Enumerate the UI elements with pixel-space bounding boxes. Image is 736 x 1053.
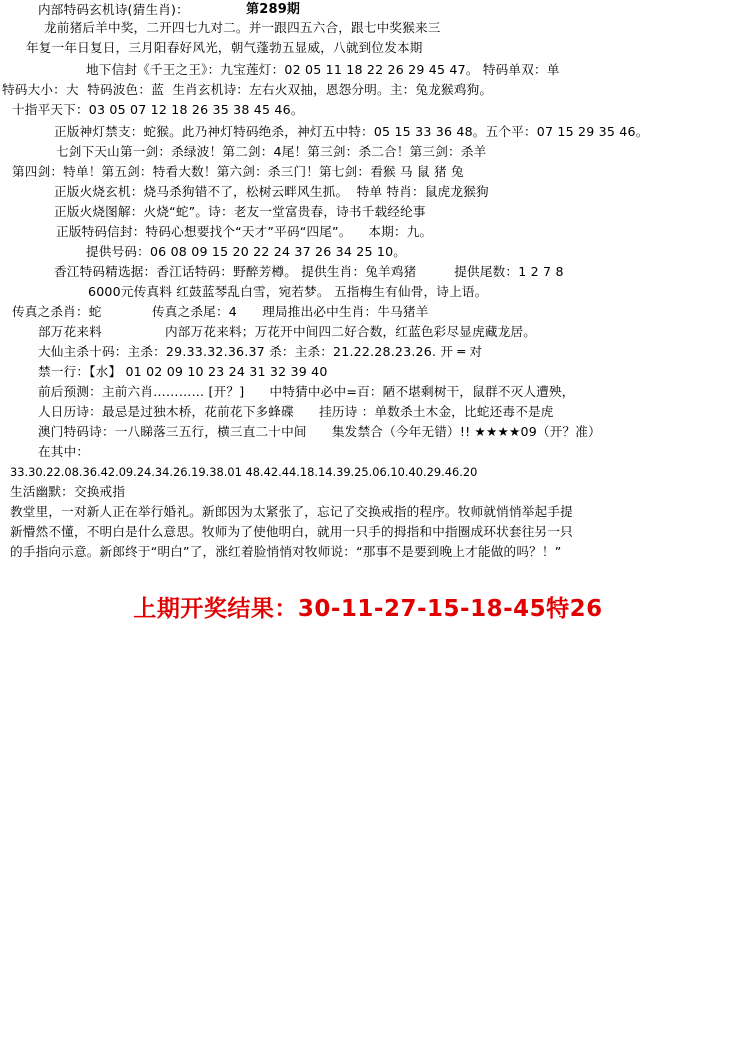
humor-line-3: 的手指向示意。新郎终于“明白”了，涨红着脸悄悄对牧师说：“那事不是要到晚上才能做的吗？！” — [10, 544, 562, 559]
header-title: 内部特码玄机诗(猜生肖)： — [38, 2, 189, 17]
provided-numbers-line: 提供号码：06 08 09 15 20 22 24 37 26 34 25 10。 — [86, 244, 407, 259]
size-color-line: 特码大小：大 特码波色：蓝 生肖玄机诗：左右火双抽，恩怨分明。主：兔龙猴鸡狗。 — [2, 82, 493, 97]
humor-line-2: 新懵然不懂，不明白是什么意思。牧师为了使他明白，就用一只手的拇指和中指圈成环状套往另一只 — [10, 524, 573, 539]
underground-envelope: 地下信封《千王之王》：九宝莲灯：02 05 11 18 22 26 29 45 47。 特码单双：单 — [86, 62, 560, 77]
forbidden-row-line: 禁一行：【水】 01 02 09 10 23 24 31 32 39 40 — [38, 364, 328, 379]
number-sequence-line: 33.30.22.08.36.42.09.24.34.26.19.38.01 48.42.44.18.14.39.25.06.10.40.29.46.20 — [10, 465, 478, 479]
hongkong-line: 香江特码精选据：香江话特码：野醉芳樽。 提供生肖：兔羊鸡猪 提供尾数：1 2 7 8 — [54, 264, 564, 279]
humor-title: 生活幽默：交换戒指 — [10, 484, 126, 499]
lamp-line: 正版神灯禁支：蛇猴。此乃神灯特码绝杀，神灯五中特：05 15 33 36 48。五个平：07 15 29 35 46。 — [54, 124, 649, 139]
macau-poem-line: 澳门特码诗：一八睇落三五行，横三直二十中间 集发禁合（今年无错）!! ★★★★09（开？准） — [38, 424, 601, 439]
ten-fingers-line: 十指平天下：03 05 07 12 18 26 35 38 45 46。 — [12, 102, 304, 117]
fourth-sword-line: 第四剑：特单！第五剑：特看大数！第六剑：杀三门！第七剑：看猴 马 鼠 猪 兔 — [12, 164, 464, 179]
among-them-line: 在其中： — [38, 444, 90, 459]
fax-kill-line: 传真之杀肖：蛇 传真之杀尾：4 理局推出必中生肖：牛马猪羊 — [12, 304, 429, 319]
humor-line-1: 教堂里，一对新人正在举行婚礼。新郎因为太紧张了，忘记了交换戒指的程序。牧师就悄悄举起手提 — [10, 504, 573, 519]
envelope-line: 正版特码信封：特码心想要找个“天才”平码“四尾”。 本期：九。 — [56, 224, 433, 239]
poem-line-1: 龙前猪后羊中奖，二开四七九对二。并一跟四五六合，跟七中奖猴来三 — [44, 20, 441, 35]
fire-diagram-line: 正版火烧图解：火烧“蛇”。诗：老友一堂富贵春，诗书千载经纶事 — [54, 204, 426, 219]
calendar-poem-line: 人日历诗：最忌是过独木桥，花前花下多蜂碟 挂历诗 ：单数杀土木金，比蛇还毒不是虎 — [38, 404, 554, 419]
prediction-line: 前后预测：主前六肖………… [开？] 中特猜中必中=百：陋不堪剩树干，鼠群不灭人遭殃， — [38, 384, 575, 399]
seven-swords-line: 七剑下天山第一剑：杀绿波！第二剑：4尾！第三剑：杀二合！第三剑：杀羊 — [56, 144, 487, 159]
fax-material-line: 6000元传真料 红鼓蓝琴乱白雪，宛若梦。 五指梅生有仙骨，诗上语。 — [88, 284, 488, 299]
immortal-kill-line: 大仙主杀十码：主杀：29.33.32.36.37 杀：主杀：21.22.28.23.26. 开 ═ 对 — [38, 344, 483, 359]
fire-mystery-line: 正版火烧玄机：烧马杀狗错不了，松树云畔风生抓。 特单 特肖：鼠虎龙猴狗 — [54, 184, 489, 199]
issue-number: 第289期 — [246, 2, 301, 17]
last-draw-result: 上期开奖结果：30-11-27-15-18-45特26 — [133, 596, 603, 622]
poem-line-2: 年复一年日复日，三月阳春好风光，朝气蓬勃五显威，八就到位发本期 — [26, 40, 423, 55]
flowers-line: 部万花来料 内部万花来料；万花开中间四二好合数，红蓝色彩尽显虎藏龙居。 — [38, 324, 537, 339]
